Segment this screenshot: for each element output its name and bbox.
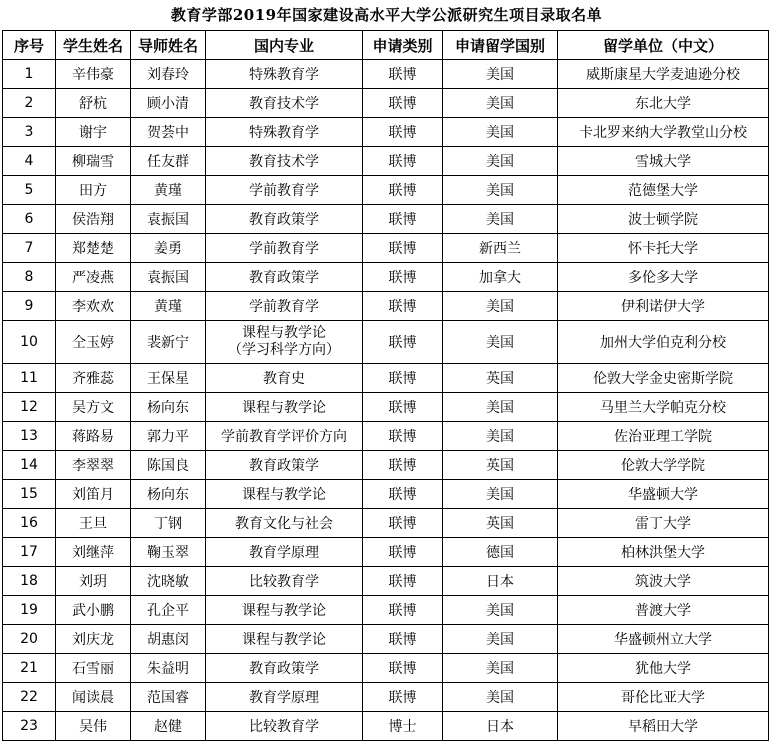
cell-advisor: 杨向东	[131, 393, 206, 422]
table-row	[3, 234, 769, 263]
cell-major: 特殊教育学	[206, 60, 363, 89]
cell-student: 蒋路易	[56, 422, 131, 451]
cell-student: 刘玥	[56, 567, 131, 596]
cell-student: 齐雅蕊	[56, 364, 131, 393]
cell-country: 美国	[443, 321, 558, 364]
cell-major: 教育政策学	[206, 263, 363, 292]
cell-category: 联博	[363, 147, 443, 176]
table-row	[3, 596, 769, 625]
cell-country: 日本	[443, 567, 558, 596]
cell-country: 美国	[443, 654, 558, 683]
cell-student: 辛伟豪	[56, 60, 131, 89]
cell-major: 比较教育学	[206, 567, 363, 596]
cell-advisor: 任友群	[131, 147, 206, 176]
cell-advisor: 姜勇	[131, 234, 206, 263]
cell-major: 学前教育学	[206, 234, 363, 263]
cell-no: 19	[3, 596, 56, 625]
cell-student: 石雪丽	[56, 654, 131, 683]
major-line-main: 课程与教学论	[242, 325, 326, 341]
cell-country: 加拿大	[443, 263, 558, 292]
cell-student: 刘笛月	[56, 480, 131, 509]
table-row	[3, 509, 769, 538]
cell-category: 联博	[363, 480, 443, 509]
cell-student: 严凌燕	[56, 263, 131, 292]
cell-country: 新西兰	[443, 234, 558, 263]
cell-category: 联博	[363, 625, 443, 654]
column-header-advisor: 导师姓名	[131, 31, 206, 60]
cell-major: 学前教育学	[206, 292, 363, 321]
cell-institution: 伦敦大学金史密斯学院	[558, 364, 769, 393]
table-row	[3, 205, 769, 234]
cell-advisor: 杨向东	[131, 480, 206, 509]
table-row	[3, 89, 769, 118]
cell-category: 联博	[363, 321, 443, 364]
cell-category: 联博	[363, 364, 443, 393]
cell-country: 英国	[443, 451, 558, 480]
cell-student: 闻读晨	[56, 683, 131, 712]
cell-major: 教育学原理	[206, 538, 363, 567]
column-header-major: 国内专业	[206, 31, 363, 60]
cell-student: 郑楚楚	[56, 234, 131, 263]
cell-country: 美国	[443, 596, 558, 625]
cell-major: 特殊教育学	[206, 118, 363, 147]
cell-student: 谢宇	[56, 118, 131, 147]
cell-no: 11	[3, 364, 56, 393]
table-row	[3, 147, 769, 176]
cell-category: 联博	[363, 176, 443, 205]
cell-no: 7	[3, 234, 56, 263]
cell-country: 英国	[443, 364, 558, 393]
cell-student: 仝玉婷	[56, 321, 131, 364]
cell-advisor: 黄瑾	[131, 292, 206, 321]
cell-no: 10	[3, 321, 56, 364]
column-header-country: 申请留学国别	[443, 31, 558, 60]
cell-no: 1	[3, 60, 56, 89]
column-header-institution: 留学单位（中文）	[558, 31, 769, 60]
cell-student: 柳瑞雪	[56, 147, 131, 176]
table-row	[3, 712, 769, 741]
cell-advisor: 黄瑾	[131, 176, 206, 205]
table-row	[3, 176, 769, 205]
cell-major: 比较教育学	[206, 712, 363, 741]
cell-advisor: 沈晓敏	[131, 567, 206, 596]
cell-institution: 雪城大学	[558, 147, 769, 176]
cell-institution: 伊利诺伊大学	[558, 292, 769, 321]
cell-country: 美国	[443, 292, 558, 321]
table-row	[3, 364, 769, 393]
cell-student: 武小鹏	[56, 596, 131, 625]
cell-advisor: 丁钢	[131, 509, 206, 538]
cell-category: 联博	[363, 234, 443, 263]
cell-major: 教育文化与社会	[206, 509, 363, 538]
cell-institution: 怀卡托大学	[558, 234, 769, 263]
cell-category: 联博	[363, 118, 443, 147]
cell-institution: 东北大学	[558, 89, 769, 118]
cell-country: 美国	[443, 60, 558, 89]
cell-student: 吴伟	[56, 712, 131, 741]
cell-institution: 哥伦比亚大学	[558, 683, 769, 712]
cell-student: 李翠翠	[56, 451, 131, 480]
cell-category: 联博	[363, 451, 443, 480]
cell-no: 5	[3, 176, 56, 205]
cell-no: 16	[3, 509, 56, 538]
cell-category: 联博	[363, 205, 443, 234]
cell-institution: 筑波大学	[558, 567, 769, 596]
table-row	[3, 451, 769, 480]
cell-student: 舒杭	[56, 89, 131, 118]
cell-advisor: 王保星	[131, 364, 206, 393]
table-row	[3, 60, 769, 89]
table-row	[3, 118, 769, 147]
page-title: 教育学部2019年国家建设高水平大学公派研究生项目录取名单	[170, 6, 603, 24]
major-line-direction: （学习科学方向）	[228, 342, 340, 358]
cell-no: 2	[3, 89, 56, 118]
cell-category: 联博	[363, 263, 443, 292]
cell-no: 12	[3, 393, 56, 422]
cell-country: 德国	[443, 538, 558, 567]
cell-advisor: 范国睿	[131, 683, 206, 712]
cell-country: 美国	[443, 118, 558, 147]
cell-institution: 威斯康星大学麦迪逊分校	[558, 60, 769, 89]
table-header-row	[3, 31, 769, 60]
cell-advisor: 袁振国	[131, 263, 206, 292]
table-row	[3, 393, 769, 422]
cell-institution: 柏林洪堡大学	[558, 538, 769, 567]
cell-institution: 波士顿学院	[558, 205, 769, 234]
cell-institution: 犹他大学	[558, 654, 769, 683]
cell-institution: 伦敦大学学院	[558, 451, 769, 480]
cell-advisor: 袁振国	[131, 205, 206, 234]
admission-table	[2, 30, 769, 741]
cell-category: 联博	[363, 60, 443, 89]
cell-student: 刘庆龙	[56, 625, 131, 654]
cell-institution: 卡北罗来纳大学教堂山分校	[558, 118, 769, 147]
table-row	[3, 654, 769, 683]
cell-major: 教育史	[206, 364, 363, 393]
table-row	[3, 538, 769, 567]
table-row	[3, 683, 769, 712]
table-row	[3, 422, 769, 451]
cell-major: 课程与教学论	[206, 596, 363, 625]
cell-category: 联博	[363, 567, 443, 596]
cell-category: 联博	[363, 292, 443, 321]
cell-no: 23	[3, 712, 56, 741]
cell-major: 教育技术学	[206, 89, 363, 118]
cell-no: 21	[3, 654, 56, 683]
cell-institution: 加州大学伯克利分校	[558, 321, 769, 364]
cell-major: 教育学原理	[206, 683, 363, 712]
cell-advisor: 鞠玉翠	[131, 538, 206, 567]
cell-student: 刘继萍	[56, 538, 131, 567]
cell-no: 17	[3, 538, 56, 567]
cell-no: 14	[3, 451, 56, 480]
cell-institution: 马里兰大学帕克分校	[558, 393, 769, 422]
cell-category: 联博	[363, 393, 443, 422]
cell-country: 美国	[443, 393, 558, 422]
cell-no: 6	[3, 205, 56, 234]
cell-advisor: 郭力平	[131, 422, 206, 451]
cell-no: 3	[3, 118, 56, 147]
cell-category: 联博	[363, 596, 443, 625]
cell-country: 美国	[443, 480, 558, 509]
column-header-student: 学生姓名	[56, 31, 131, 60]
cell-no: 4	[3, 147, 56, 176]
cell-major: 教育政策学	[206, 205, 363, 234]
cell-institution: 多伦多大学	[558, 263, 769, 292]
cell-country: 美国	[443, 176, 558, 205]
cell-major	[206, 321, 363, 364]
cell-no: 20	[3, 625, 56, 654]
cell-advisor: 顾小清	[131, 89, 206, 118]
cell-no: 15	[3, 480, 56, 509]
cell-advisor: 孔企平	[131, 596, 206, 625]
cell-student: 李欢欢	[56, 292, 131, 321]
cell-student: 田方	[56, 176, 131, 205]
cell-institution: 早稻田大学	[558, 712, 769, 741]
cell-institution: 雷丁大学	[558, 509, 769, 538]
cell-student: 王旦	[56, 509, 131, 538]
table-row	[3, 480, 769, 509]
cell-student: 侯浩翔	[56, 205, 131, 234]
table-row	[3, 321, 769, 364]
column-header-no: 序号	[3, 31, 56, 60]
cell-no: 9	[3, 292, 56, 321]
table-row	[3, 567, 769, 596]
cell-category: 联博	[363, 538, 443, 567]
cell-no: 8	[3, 263, 56, 292]
cell-major: 教育技术学	[206, 147, 363, 176]
table-row	[3, 263, 769, 292]
table-row	[3, 292, 769, 321]
cell-country: 美国	[443, 683, 558, 712]
cell-advisor: 胡惠闵	[131, 625, 206, 654]
cell-category: 联博	[363, 654, 443, 683]
cell-country: 美国	[443, 422, 558, 451]
cell-institution: 佐治亚理工学院	[558, 422, 769, 451]
cell-country: 美国	[443, 205, 558, 234]
cell-major: 教育政策学	[206, 451, 363, 480]
cell-institution: 范德堡大学	[558, 176, 769, 205]
table-row	[3, 625, 769, 654]
cell-category: 联博	[363, 422, 443, 451]
cell-advisor: 陈国良	[131, 451, 206, 480]
cell-category: 联博	[363, 89, 443, 118]
cell-institution: 华盛顿州立大学	[558, 625, 769, 654]
cell-country: 美国	[443, 147, 558, 176]
cell-major: 教育政策学	[206, 654, 363, 683]
cell-advisor: 裴新宁	[131, 321, 206, 364]
cell-advisor: 赵健	[131, 712, 206, 741]
cell-category: 联博	[363, 509, 443, 538]
cell-major: 课程与教学论	[206, 480, 363, 509]
cell-major: 学前教育学	[206, 176, 363, 205]
cell-no: 13	[3, 422, 56, 451]
cell-category: 博士	[363, 712, 443, 741]
cell-advisor: 刘春玲	[131, 60, 206, 89]
cell-advisor: 贺荟中	[131, 118, 206, 147]
column-header-category: 申请类别	[363, 31, 443, 60]
cell-country: 美国	[443, 89, 558, 118]
cell-institution: 华盛顿大学	[558, 480, 769, 509]
cell-no: 22	[3, 683, 56, 712]
cell-no: 18	[3, 567, 56, 596]
cell-country: 英国	[443, 509, 558, 538]
cell-country: 日本	[443, 712, 558, 741]
cell-category: 联博	[363, 683, 443, 712]
cell-major: 课程与教学论	[206, 393, 363, 422]
cell-major: 课程与教学论	[206, 625, 363, 654]
cell-institution: 普渡大学	[558, 596, 769, 625]
cell-student: 吴方文	[56, 393, 131, 422]
cell-country: 美国	[443, 625, 558, 654]
cell-major: 学前教育学评价方向	[206, 422, 363, 451]
cell-advisor: 朱益明	[131, 654, 206, 683]
